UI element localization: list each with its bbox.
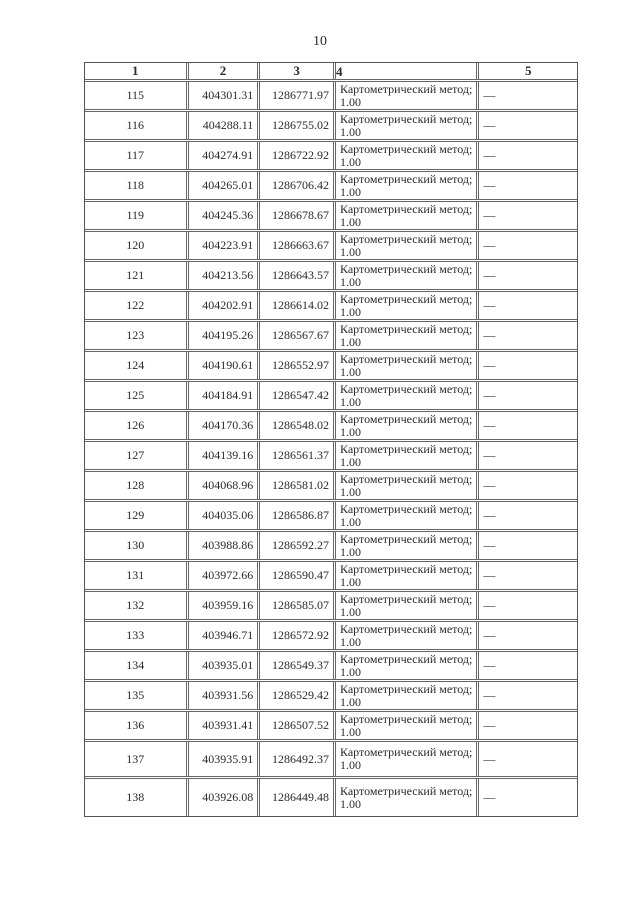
- table-row: [85, 382, 577, 412]
- method-text: Картометрический метод;: [339, 442, 473, 456]
- coordinate-x: 403931.56: [189, 682, 261, 709]
- coordinate-x: 403931.41: [189, 712, 261, 739]
- coordinate-x: 403935.91: [189, 742, 261, 776]
- table-row: [85, 622, 577, 652]
- point-number: 118: [85, 172, 189, 199]
- point-number: 121: [85, 262, 189, 289]
- description-cell: [479, 682, 577, 709]
- coordinate-x: 403959.16: [189, 592, 261, 619]
- dash-mark: —: [483, 508, 496, 522]
- description-cell: [479, 779, 577, 816]
- method-cell: [336, 779, 479, 816]
- coordinate-y: 1286663.67: [260, 232, 336, 259]
- point-number: 135: [85, 682, 189, 709]
- coordinate-y: 1286529.42: [260, 682, 336, 709]
- coordinate-y: 1286492.37: [260, 742, 336, 776]
- coordinate-x: 404265.01: [189, 172, 261, 199]
- method-text: Картометрический метод;: [339, 172, 473, 186]
- header-col-5: 5: [524, 63, 532, 78]
- method-accuracy: 1.00: [339, 124, 361, 139]
- method-text: Картометрический метод;: [339, 652, 473, 666]
- table-row: [85, 532, 577, 562]
- method-accuracy: 1.00: [339, 694, 361, 709]
- method-cell: [336, 742, 479, 776]
- point-number: 123: [85, 322, 189, 349]
- coordinate-y: 1286592.27: [260, 532, 336, 559]
- method-text: Картометрический метод;: [339, 622, 473, 636]
- method-cell: [336, 262, 479, 289]
- coordinate-y: 1286552.97: [260, 352, 336, 379]
- table-row: [85, 412, 577, 442]
- dash-mark: —: [483, 388, 496, 402]
- coordinate-x: 404195.26: [189, 322, 261, 349]
- method-text: Картометрический метод;: [339, 352, 473, 366]
- coordinate-x: 403935.01: [189, 652, 261, 679]
- description-cell: [479, 352, 577, 379]
- method-text: Картометрический метод;: [339, 112, 473, 126]
- description-cell: [479, 112, 577, 139]
- coordinate-x: 404190.61: [189, 352, 261, 379]
- method-accuracy: 1.00: [339, 758, 361, 772]
- method-cell: [336, 142, 479, 169]
- method-cell: [336, 652, 479, 679]
- coordinate-y: 1286449.48: [260, 779, 336, 816]
- method-text: Картометрический метод;: [339, 382, 473, 396]
- method-text: Картометрический метод;: [339, 532, 473, 546]
- dash-mark: —: [483, 298, 496, 312]
- dash-mark: —: [483, 208, 496, 222]
- table-row: [85, 592, 577, 622]
- table-row: [85, 472, 577, 502]
- dash-mark: —: [483, 478, 496, 492]
- point-number: 124: [85, 352, 189, 379]
- coordinate-x: 404245.36: [189, 202, 261, 229]
- table-row: [85, 322, 577, 352]
- point-number: 137: [85, 742, 189, 776]
- coordinate-y: 1286561.37: [260, 442, 336, 469]
- dash-mark: —: [483, 178, 496, 192]
- coordinate-y: 1286586.87: [260, 502, 336, 529]
- method-accuracy: 1.00: [339, 364, 361, 379]
- coordinate-x: 404274.91: [189, 142, 261, 169]
- dash-mark: —: [483, 358, 496, 372]
- coordinate-x: 404170.36: [189, 412, 261, 439]
- coordinate-x: 404184.91: [189, 382, 261, 409]
- coordinate-y: 1286722.92: [260, 142, 336, 169]
- method-accuracy: 1.00: [339, 394, 361, 409]
- description-cell: [479, 712, 577, 739]
- table-row: [85, 112, 577, 142]
- description-cell: [479, 322, 577, 349]
- table-row: [85, 172, 577, 202]
- table-header-row: [85, 63, 577, 82]
- dash-mark: —: [483, 238, 496, 252]
- coordinate-y: 1286585.07: [260, 592, 336, 619]
- description-cell: [479, 472, 577, 499]
- method-accuracy: 1.00: [339, 634, 361, 649]
- dash-mark: —: [483, 751, 496, 766]
- header-col-4: 4: [336, 63, 479, 79]
- point-number: 116: [85, 112, 189, 139]
- method-cell: [336, 412, 479, 439]
- coordinates-table: [84, 62, 578, 817]
- method-text: Картометрический метод;: [339, 202, 473, 216]
- table-row: [85, 82, 577, 112]
- method-cell: [336, 682, 479, 709]
- dash-mark: —: [483, 148, 496, 162]
- coordinate-x: 404301.31: [189, 82, 261, 109]
- method-accuracy: 1.00: [339, 604, 361, 619]
- method-cell: [336, 592, 479, 619]
- method-text: Картометрический метод;: [339, 412, 473, 426]
- description-cell: [479, 622, 577, 649]
- method-text: Картометрический метод;: [339, 472, 473, 486]
- method-accuracy: 1.00: [339, 154, 361, 169]
- coordinate-y: 1286643.57: [260, 262, 336, 289]
- header-col-3: 3: [260, 63, 336, 79]
- method-text: Картометрический метод;: [339, 682, 473, 696]
- method-text: Картометрический метод;: [339, 142, 473, 156]
- coordinate-y: 1286678.67: [260, 202, 336, 229]
- dash-mark: —: [483, 628, 496, 642]
- dash-mark: —: [483, 418, 496, 432]
- coordinate-x: 404068.96: [189, 472, 261, 499]
- method-accuracy: 1.00: [339, 304, 361, 319]
- method-text: Картометрический метод;: [339, 232, 473, 246]
- description-cell: [479, 292, 577, 319]
- point-number: 133: [85, 622, 189, 649]
- table-row: [85, 292, 577, 322]
- table-row: [85, 232, 577, 262]
- method-accuracy: 1.00: [339, 514, 361, 529]
- table-row: [85, 779, 577, 816]
- dash-mark: —: [483, 328, 496, 342]
- table-row: [85, 562, 577, 592]
- method-accuracy: 1.00: [339, 214, 361, 229]
- method-text: Картометрический метод;: [339, 502, 473, 516]
- method-cell: [336, 562, 479, 589]
- coordinate-y: 1286581.02: [260, 472, 336, 499]
- description-cell: [479, 742, 577, 776]
- method-cell: [336, 352, 479, 379]
- coordinate-y: 1286590.47: [260, 562, 336, 589]
- method-cell: [336, 442, 479, 469]
- method-cell: [336, 382, 479, 409]
- table-row: [85, 352, 577, 382]
- dash-mark: —: [483, 268, 496, 282]
- table-row: [85, 682, 577, 712]
- header-col-1: 1: [85, 63, 189, 79]
- header-col-2: 2: [189, 63, 261, 79]
- coordinate-y: 1286755.02: [260, 112, 336, 139]
- method-text: Картометрический метод;: [339, 745, 473, 759]
- method-text: Картометрический метод;: [339, 592, 473, 606]
- coordinate-y: 1286567.67: [260, 322, 336, 349]
- method-cell: [336, 502, 479, 529]
- method-accuracy: 1.00: [339, 184, 361, 199]
- method-cell: [336, 232, 479, 259]
- table-row: [85, 202, 577, 232]
- description-cell: [479, 262, 577, 289]
- point-number: 130: [85, 532, 189, 559]
- coordinate-x: 403988.86: [189, 532, 261, 559]
- method-accuracy: 1.00: [339, 796, 361, 811]
- coordinate-x: 404139.16: [189, 442, 261, 469]
- point-number: 131: [85, 562, 189, 589]
- method-cell: [336, 292, 479, 319]
- coordinate-x: 403926.08: [189, 779, 261, 816]
- coordinate-x: 403946.71: [189, 622, 261, 649]
- coordinate-x: 404202.91: [189, 292, 261, 319]
- dash-mark: —: [483, 718, 496, 732]
- description-cell: [479, 142, 577, 169]
- method-accuracy: 1.00: [339, 664, 361, 679]
- description-cell: [479, 562, 577, 589]
- method-accuracy: 1.00: [339, 724, 361, 739]
- method-accuracy: 1.00: [339, 574, 361, 589]
- table-body: [85, 82, 577, 816]
- table-row: [85, 742, 577, 779]
- description-cell: [479, 232, 577, 259]
- coordinate-x: 404213.56: [189, 262, 261, 289]
- point-number: 115: [85, 82, 189, 109]
- description-cell: [479, 382, 577, 409]
- method-accuracy: 1.00: [339, 94, 361, 109]
- point-number: 127: [85, 442, 189, 469]
- method-text: Картометрический метод;: [339, 712, 473, 726]
- method-text: Картометрический метод;: [339, 562, 473, 576]
- point-number: 134: [85, 652, 189, 679]
- method-accuracy: 1.00: [339, 424, 361, 439]
- method-accuracy: 1.00: [339, 484, 361, 499]
- coordinate-x: 404288.11: [189, 112, 261, 139]
- method-text: Картометрический метод;: [339, 82, 473, 96]
- method-cell: [336, 172, 479, 199]
- dash-mark: —: [483, 568, 496, 582]
- method-accuracy: 1.00: [339, 274, 361, 289]
- description-cell: [479, 82, 577, 109]
- dash-mark: —: [483, 658, 496, 672]
- point-number: 128: [85, 472, 189, 499]
- coordinate-y: 1286547.42: [260, 382, 336, 409]
- dash-mark: —: [483, 688, 496, 702]
- coordinate-y: 1286507.52: [260, 712, 336, 739]
- method-text: Картометрический метод;: [339, 262, 473, 276]
- method-cell: [336, 82, 479, 109]
- coordinate-x: 404223.91: [189, 232, 261, 259]
- method-text: Картометрический метод;: [339, 783, 473, 798]
- dash-mark: —: [483, 88, 496, 102]
- coordinate-y: 1286548.02: [260, 412, 336, 439]
- point-number: 129: [85, 502, 189, 529]
- point-number: 120: [85, 232, 189, 259]
- description-cell: [479, 172, 577, 199]
- coordinate-y: 1286549.37: [260, 652, 336, 679]
- table-row: [85, 712, 577, 742]
- point-number: 132: [85, 592, 189, 619]
- method-text: Картометрический метод;: [339, 292, 473, 306]
- description-cell: [479, 442, 577, 469]
- coordinate-y: 1286614.02: [260, 292, 336, 319]
- method-accuracy: 1.00: [339, 244, 361, 259]
- method-cell: [336, 532, 479, 559]
- table-row: [85, 262, 577, 292]
- dash-mark: —: [483, 538, 496, 552]
- point-number: 125: [85, 382, 189, 409]
- table-row: [85, 652, 577, 682]
- table-row: [85, 142, 577, 172]
- method-cell: [336, 202, 479, 229]
- coordinate-y: 1286706.42: [260, 172, 336, 199]
- dash-mark: —: [483, 118, 496, 132]
- description-cell: [479, 592, 577, 619]
- page-number: 10: [313, 34, 327, 49]
- description-cell: [479, 412, 577, 439]
- description-cell: [479, 502, 577, 529]
- coordinate-x: 403972.66: [189, 562, 261, 589]
- method-accuracy: 1.00: [339, 454, 361, 469]
- dash-mark: —: [483, 790, 496, 804]
- method-cell: [336, 472, 479, 499]
- dash-mark: —: [483, 598, 496, 612]
- coordinate-x: 404035.06: [189, 502, 261, 529]
- point-number: 117: [85, 142, 189, 169]
- description-cell: [479, 652, 577, 679]
- point-number: 136: [85, 712, 189, 739]
- point-number: 122: [85, 292, 189, 319]
- point-number: 138: [85, 779, 189, 816]
- table-row: [85, 502, 577, 532]
- description-cell: [479, 202, 577, 229]
- point-number: 126: [85, 412, 189, 439]
- point-number: 119: [85, 202, 189, 229]
- method-accuracy: 1.00: [339, 334, 361, 349]
- method-cell: [336, 112, 479, 139]
- method-accuracy: 1.00: [339, 544, 361, 559]
- table-row: [85, 442, 577, 472]
- method-cell: [336, 622, 479, 649]
- method-text: Картометрический метод;: [339, 322, 473, 336]
- method-cell: [336, 322, 479, 349]
- method-cell: [336, 712, 479, 739]
- description-cell: [479, 532, 577, 559]
- coordinate-y: 1286572.92: [260, 622, 336, 649]
- dash-mark: —: [483, 448, 496, 462]
- coordinate-y: 1286771.97: [260, 82, 336, 109]
